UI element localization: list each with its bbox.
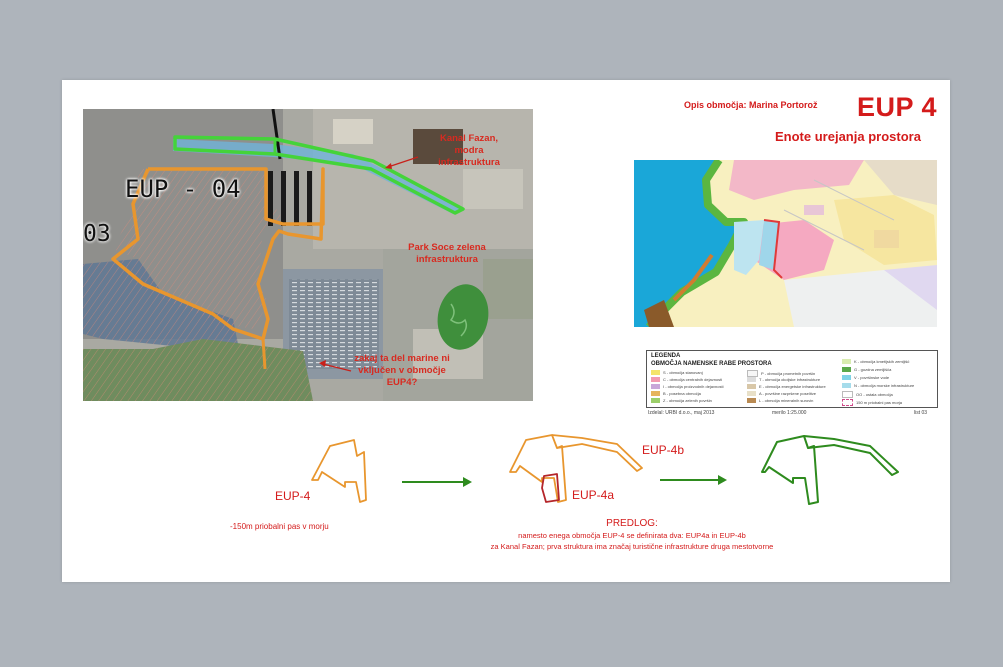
legend-subtitle: OBMOČJA NAMENSKE RABE PROSTORA [651, 361, 772, 367]
legend-box [646, 350, 938, 408]
legend-label: B - posebna območja [663, 391, 701, 396]
legend-label: L - območja mineralnih surovin [759, 398, 814, 403]
legend-swatch [842, 367, 851, 372]
eup-title: EUP 4 [857, 92, 938, 122]
label-eup04: EUP - 04 [125, 175, 241, 203]
legend-label: V - površinske vode [854, 375, 890, 380]
legend-footer-right: list 03 [914, 410, 928, 416]
predlog-line2: za Kanal Fazan; prva struktura ima značaj turistične infrastrukture druga mestotvorne [490, 542, 774, 551]
legend-item [842, 391, 893, 398]
annotation-kanal-fazan: Kanal Fazan, modra infrastruktura [438, 133, 500, 168]
predlog-block [422, 518, 842, 552]
legend-footer-mid: merilo 1:25.000 [772, 410, 807, 416]
legend-swatch [747, 391, 756, 396]
predlog-line1: namesto enega območja EUP-4 se definirata dva: EUP4a in EUP-4b [518, 531, 746, 540]
legend-label: A - površine razpršene poselitve [759, 391, 816, 396]
eup4-final-outline [762, 436, 818, 504]
annotation-marina-question: zakaj ta del marine ni vključen v območje EUP4? [354, 353, 450, 388]
legend-item [842, 367, 891, 372]
legend-item [747, 398, 813, 403]
legend-swatch [842, 391, 853, 398]
legend-item [651, 398, 712, 403]
label-eup4b: EUP-4b [642, 443, 685, 457]
legend-label: E - območja energetske infrastrukture [759, 384, 826, 389]
legend-swatch [842, 399, 853, 406]
legend-swatch [747, 398, 756, 403]
zoning-map-drawing [634, 160, 937, 327]
note-priobalni-pas: -150m priobalni pas v morju [230, 522, 329, 531]
legend-label: P - območja prometnih površin [761, 371, 816, 376]
legend-label: K - območja kmetijskih zemljišč [854, 359, 910, 364]
enote-subtitle: Enote urejanja prostora [775, 129, 921, 144]
legend-item [747, 370, 815, 377]
legend-swatch [651, 398, 660, 403]
legend-item [747, 384, 826, 389]
legend-item [842, 383, 914, 388]
opis-label: Opis območja: Marina Portorož [684, 100, 818, 110]
annotation-park-soce: Park Soce zelena infrastruktura [408, 242, 486, 265]
legend-label: 150 m priobalni pas morja [856, 400, 903, 405]
legend-item [651, 391, 701, 396]
legend-label: S - območja stanovanj [663, 370, 703, 375]
arrow-head [718, 475, 727, 485]
legend-label: C - območja centralnih dejavnosti [663, 377, 723, 382]
legend-swatch [842, 375, 851, 380]
legend-label: T - območja okoljske infrastrukture [759, 377, 821, 382]
legend-swatch [842, 383, 851, 388]
zoning-map [634, 160, 937, 327]
legend-label: OO - ostala območja [856, 392, 893, 397]
legend-title: LEGENDA [651, 353, 681, 359]
proposal-diagram [62, 430, 950, 582]
aerial-map [83, 109, 533, 401]
legend-item [747, 391, 816, 396]
legend-swatch [651, 377, 660, 382]
legend-footer-left: Izdelal: URBI d.o.o., maj 2013 [648, 410, 715, 416]
label-03: 03 [83, 221, 111, 247]
legend-item [651, 384, 723, 389]
legend-item [651, 377, 722, 382]
slide [62, 80, 950, 582]
legend-swatch [747, 370, 758, 377]
legend-swatch [747, 377, 756, 382]
eup4-outline-shape [312, 440, 366, 502]
label-eup4: EUP-4 [275, 489, 311, 503]
legend-swatch [651, 391, 660, 396]
legend-item [747, 377, 820, 382]
label-eup4a: EUP-4a [572, 488, 615, 502]
legend-item [842, 359, 909, 364]
legend-item [842, 399, 902, 406]
legend-swatch [651, 384, 660, 389]
legend-label: I - območja proizvodnih dejavnosti [663, 384, 724, 389]
arrow-head [463, 477, 472, 487]
legend-swatch [651, 370, 660, 375]
predlog-title: PREDLOG: [606, 518, 658, 529]
legend-label: G - gozdna zemljišča [854, 367, 892, 372]
legend-item [842, 375, 889, 380]
legend-label: N - območja morske infrastrukture [854, 383, 915, 388]
legend-label: Z - območja zelenih površin [663, 398, 712, 403]
legend-swatch [842, 359, 851, 364]
legend-swatch [747, 384, 756, 389]
legend-item [651, 370, 703, 375]
